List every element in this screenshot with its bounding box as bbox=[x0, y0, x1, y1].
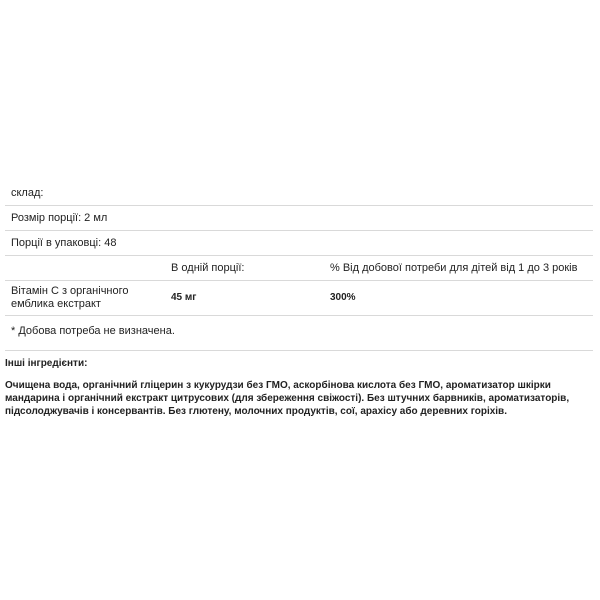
servings-per-container-row bbox=[5, 231, 593, 256]
nutrient-row bbox=[5, 281, 593, 316]
composition-row bbox=[5, 181, 593, 206]
other-ingredients-text: Очищена вода, органічний гліцерин з кукурудзи без ГМО, аскорбінова кислота без ГМО, ароматизатор шкірки мандарина і органічний екстракт цитрусових (для збереження свіжості). Без штучних барвників, ароматизаторів, підсолоджувачів і консервантів. Без глютену, молочних продуктів, сої, арахісу або деревних горіхів. bbox=[5, 380, 570, 417]
table-header-row bbox=[5, 256, 593, 281]
nutrient-daily-value: 300% bbox=[330, 292, 356, 303]
serving-size-row bbox=[5, 206, 593, 231]
footnote-row bbox=[5, 316, 593, 351]
other-ingredients-title: Інші інгредієнти: bbox=[5, 358, 88, 369]
serving-size-text: Розмір порції: 2 мл bbox=[11, 212, 108, 224]
header-daily-value: % Від добової потреби для дітей від 1 до 3 років bbox=[330, 262, 578, 274]
header-amount-per-serving: В одній порції: bbox=[171, 262, 245, 274]
nutrient-amount: 45 мг bbox=[171, 292, 197, 303]
servings-per-container-text: Порції в упаковці: 48 bbox=[11, 237, 117, 249]
nutrient-name: Вітамін C з органічного емблика екстракт bbox=[11, 285, 129, 310]
composition-label: склад: bbox=[11, 187, 44, 199]
footnote-text: * Добова потреба не визначена. bbox=[11, 325, 175, 337]
supplement-facts-table bbox=[5, 181, 593, 351]
